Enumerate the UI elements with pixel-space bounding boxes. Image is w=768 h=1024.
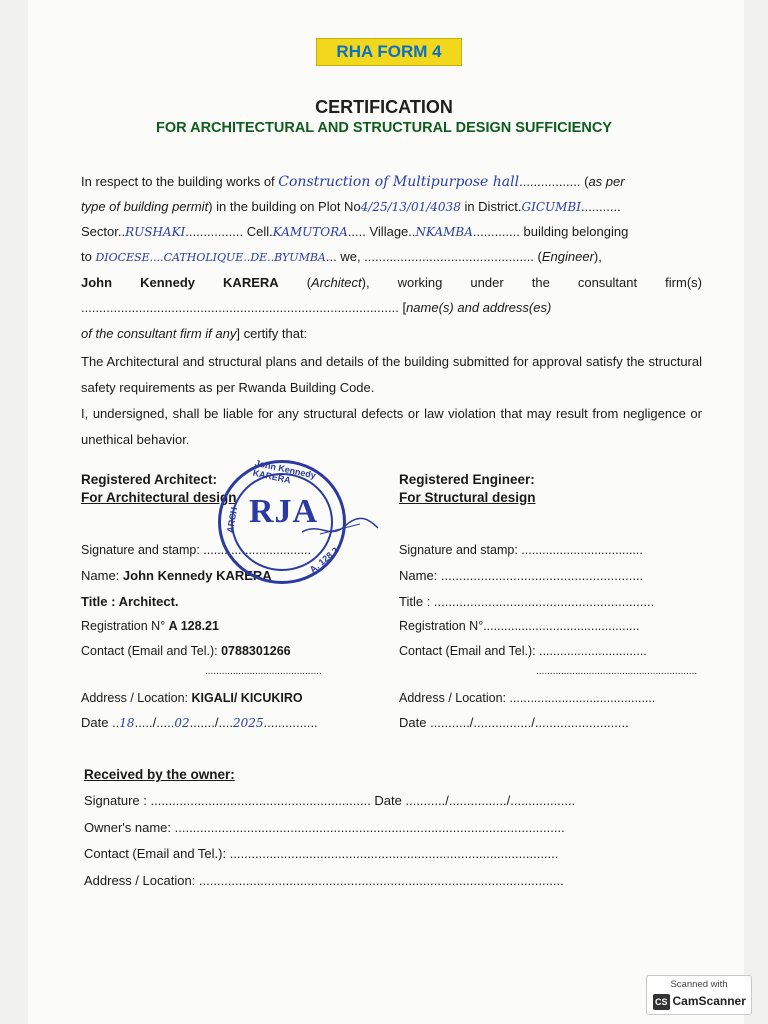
handwritten-owner: DIOCESE....CATHOLIQUE..DE..BYUMBA: [95, 251, 326, 264]
handwritten-sector: RUSHAKI: [125, 225, 186, 239]
architect-name-inline: John Kennedy KARERA: [81, 275, 279, 290]
body-line-7: [81, 322, 702, 346]
engineer-contact: Contact (Email and Tel.): ...............................: [399, 644, 647, 658]
architect-heading: Registered Architect:: [81, 472, 218, 487]
body-line-4: [81, 245, 702, 269]
label: Registration N°: [81, 619, 169, 633]
text: name(s) and address(es): [406, 300, 552, 315]
body-line-6: [81, 296, 702, 320]
value: 0788301266: [221, 644, 291, 658]
architect-registration: [81, 619, 219, 633]
text: (: [278, 275, 312, 290]
text: as per: [588, 174, 625, 189]
owner-contact: Contact (Email and Tel.): ...........................................................................................: [84, 846, 559, 861]
architect-title: [81, 594, 179, 609]
label: Title :: [81, 594, 119, 609]
value: A 128.21: [168, 619, 219, 633]
text: In respect to the building works of: [81, 174, 279, 189]
text: ............. building belonging: [472, 224, 629, 239]
text: ...............: [263, 715, 318, 730]
document-subtitle: FOR ARCHITECTURAL AND STRUCTURAL DESIGN SUFFICIENCY: [156, 120, 612, 136]
text: ...../.....: [134, 715, 175, 730]
text: ),: [593, 249, 602, 264]
text: Architect: [311, 275, 362, 290]
camscanner-watermark: [646, 975, 752, 1015]
architect-subheading: For Architectural design: [81, 490, 237, 505]
body-line-1: [81, 170, 702, 194]
body-line-3: [81, 220, 702, 244]
handwritten-district: GICUMBI: [521, 200, 581, 214]
text: in District.: [460, 199, 522, 214]
handwritten-month: 02: [174, 716, 190, 730]
owner-name: Owner's name: ............................................................................................................: [84, 820, 565, 835]
engineer-registration: Registration N°.............................................: [399, 619, 640, 633]
owner-heading: Received by the owner:: [84, 767, 235, 782]
text: ... we, ............................................... (: [325, 249, 542, 264]
handwritten-plot-number: 4/25/13/01/4038: [360, 200, 461, 214]
engineer-title: Title : .............................................................: [399, 594, 655, 609]
stamp-logo: RJA: [249, 493, 319, 530]
value: KIGALI/ KICUKIRO: [191, 691, 303, 705]
scanner-app: [653, 993, 746, 1009]
architect-contact: [81, 644, 291, 658]
engineer-contact-continued: ..........................................................: [536, 666, 698, 677]
handwritten-day: 18: [119, 716, 135, 730]
architect-date: [81, 715, 318, 730]
text: type of building permit: [81, 199, 209, 214]
text: Date ..: [81, 715, 120, 730]
engineer-heading: Registered Engineer:: [399, 472, 535, 487]
label: Name:: [81, 568, 123, 583]
stamp-arc-right: A. 128.2: [307, 545, 341, 575]
text: of the consultant firm if any: [81, 326, 237, 341]
body-line-5: [81, 271, 702, 295]
body-line-2: [81, 195, 702, 219]
scanner-label: Scanned with: [670, 979, 728, 990]
handwritten-building-works: Construction of Multipurpose hall: [278, 174, 520, 190]
signature-scribble: [300, 512, 380, 542]
text: to: [81, 249, 96, 264]
certification-paragraph: The Architectural and structural plans and details of the building submitted for approval satisfy the structural safety requirements as per Rwanda Building Code.: [81, 354, 702, 395]
form-tag: RHA FORM 4: [316, 38, 462, 66]
text: ] certify that:: [236, 326, 308, 341]
document-title: CERTIFICATION: [315, 97, 453, 117]
value: Architect.: [118, 594, 179, 609]
liability-paragraph: I, undersigned, shall be liable for any structural defects or law violation that may result from negligence or unethical behavior.: [81, 406, 702, 447]
stamp-arc-left: ARCH: [224, 506, 240, 534]
stamp-arc-top: John Kennedy KARERA: [251, 457, 317, 486]
text: ..... Village..: [347, 224, 416, 239]
text: ......./....: [189, 715, 233, 730]
engineer-name: Name: ........................................................: [399, 568, 644, 583]
engineer-subheading: For Structural design: [399, 490, 536, 505]
value: John Kennedy KARERA: [122, 568, 272, 583]
owner-signature: Signature : ............................................................. Date .........../................/..................: [84, 793, 576, 808]
owner-address: Address / Location: .....................................................................................................: [84, 873, 564, 888]
engineer-date: Date .........../................/..........................: [399, 715, 629, 730]
document-page: [28, 0, 744, 1024]
text: ) in the building on Plot No: [208, 199, 361, 214]
architect-signature: Signature and stamp: ...............................: [81, 543, 311, 557]
architect-address: [81, 691, 303, 705]
text: ........................................................................................ [: [81, 300, 407, 315]
engineer-signature: Signature and stamp: ...................................: [399, 543, 643, 557]
text: ...........: [580, 199, 621, 214]
camscanner-logo-icon: CS: [653, 994, 670, 1010]
architect-contact-continued: ..........................................: [205, 666, 322, 677]
text: Engineer: [541, 249, 594, 264]
scanner-app-name: CamScanner: [672, 994, 746, 1008]
text: ................. (: [519, 174, 589, 189]
handwritten-cell: KAMUTORA: [272, 225, 348, 239]
handwritten-village: NKAMBA: [415, 225, 473, 239]
text: ), working under the consultant firm(s): [361, 275, 702, 290]
label: Contact (Email and Tel.):: [81, 644, 222, 658]
text: ................ Cell.: [185, 224, 273, 239]
handwritten-year: 2025: [232, 716, 264, 730]
text: Sector..: [81, 224, 126, 239]
label: Address / Location:: [81, 691, 192, 705]
engineer-address: Address / Location: ..........................................: [399, 691, 656, 705]
